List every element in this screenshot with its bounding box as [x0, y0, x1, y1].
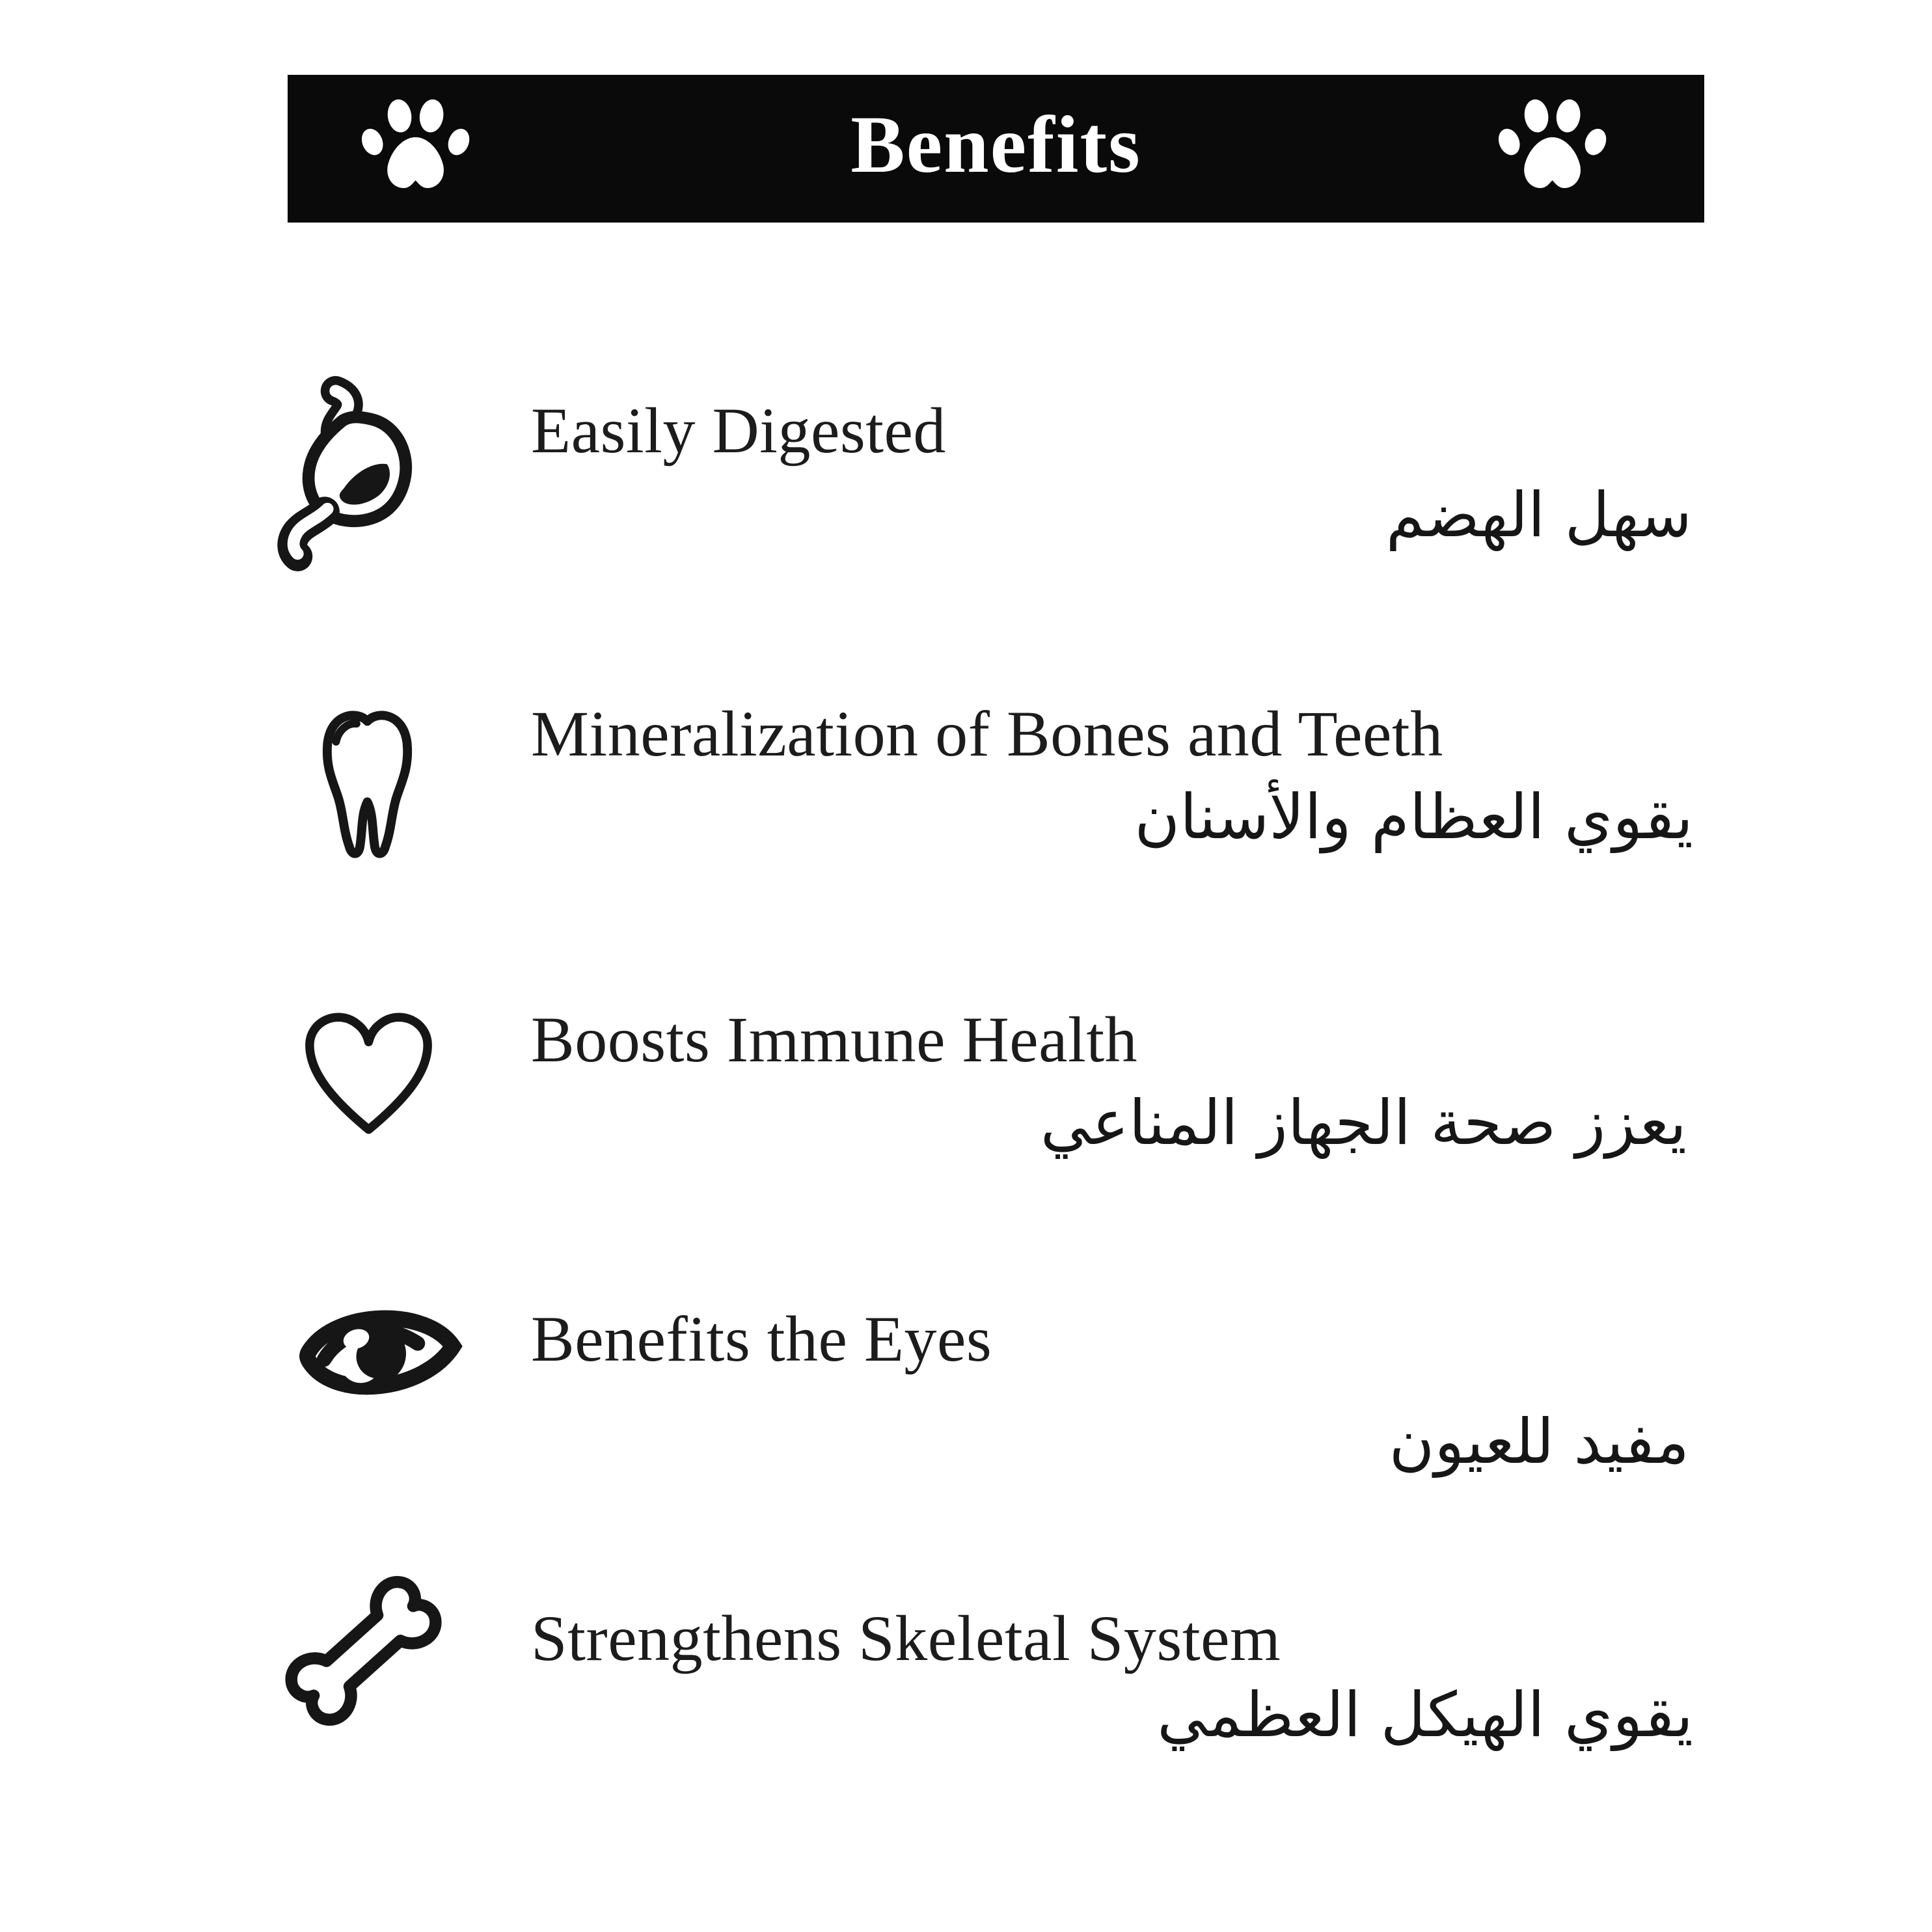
eye-icon: [289, 1298, 465, 1395]
benefit-label-ar: يقوي العظام والأسنان: [1134, 782, 1693, 853]
benefit-item-bones-teeth: [0, 690, 1932, 885]
page-title: Benefits: [850, 100, 1141, 190]
benefit-label-en: Mineralization of Bones and Teeth: [531, 698, 1443, 770]
benefit-label-en: Benefits the Eyes: [531, 1303, 992, 1375]
benefit-item-skeletal: [0, 1536, 1932, 1783]
benefit-label-ar: مفيد للعيون: [1389, 1406, 1689, 1478]
benefit-label-en: Boosts Immune Health: [531, 1003, 1138, 1076]
header-bar: [288, 75, 1704, 223]
benefit-label-ar: يعزز صحة الجهاز المناعي: [1040, 1087, 1687, 1159]
benefit-label-ar: يقوي الهيكل العظمي: [1157, 1680, 1693, 1751]
stomach-icon: [276, 371, 439, 579]
heart-icon: [289, 992, 448, 1145]
benefit-item-immune: [0, 989, 1932, 1197]
benefit-label-ar: سهل الهضم: [1385, 480, 1692, 551]
benefit-label-en: Easily Digested: [531, 394, 946, 467]
benefit-label-en: Strengthens Skeletal System: [531, 1602, 1281, 1674]
benefit-item-eyes: [0, 1295, 1932, 1497]
benefit-item-digestion: [0, 371, 1932, 586]
tooth-icon: [307, 704, 428, 873]
bone-icon: [267, 1541, 456, 1756]
